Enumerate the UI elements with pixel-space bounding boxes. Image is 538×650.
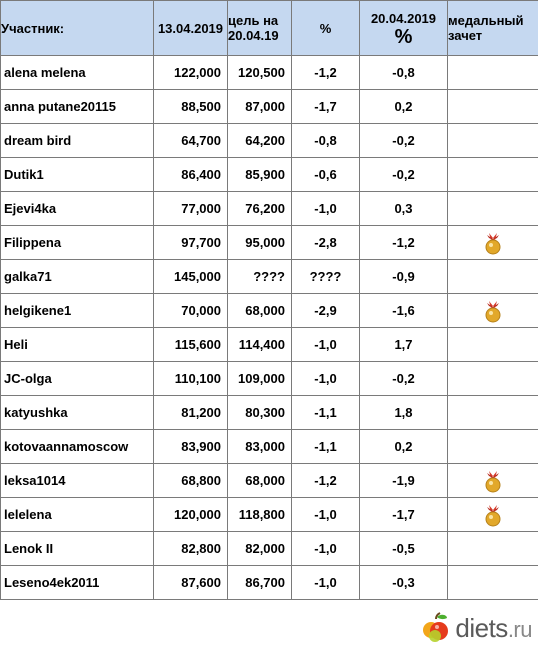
header-medal-line2: зачет — [448, 28, 483, 43]
cell-goal: 114,400 — [228, 328, 292, 362]
cell-weight-1: 81,200 — [154, 396, 228, 430]
cell-weight-1: 145,000 — [154, 260, 228, 294]
cell-medal — [448, 260, 538, 294]
table-row — [1, 362, 538, 396]
cell-name: leksa1014 — [1, 464, 154, 498]
table-row — [1, 226, 538, 260]
header-row — [1, 1, 538, 56]
cell-weight-1: 68,800 — [154, 464, 228, 498]
table-row — [1, 260, 538, 294]
cell-pct2: 0,3 — [360, 192, 448, 226]
cell-name: Lenok II — [1, 532, 154, 566]
cell-pct: -1,7 — [292, 90, 360, 124]
cell-pct2: 1,8 — [360, 396, 448, 430]
cell-weight-1: 77,000 — [154, 192, 228, 226]
cell-pct2: 0,2 — [360, 90, 448, 124]
header-medal — [448, 1, 538, 56]
cell-pct2: -0,3 — [360, 566, 448, 600]
cell-goal: 87,000 — [228, 90, 292, 124]
cell-medal — [448, 56, 538, 90]
diets-logo[interactable] — [421, 612, 532, 644]
cell-name: galka71 — [1, 260, 154, 294]
cell-name: alena melena — [1, 56, 154, 90]
medal-icon — [481, 234, 505, 249]
cell-pct: -0,8 — [292, 124, 360, 158]
cell-pct: ???? — [292, 260, 360, 294]
cell-goal: 64,200 — [228, 124, 292, 158]
header-pct: % — [292, 1, 360, 56]
cell-medal — [448, 158, 538, 192]
header-medal-line1: медальный — [448, 13, 524, 28]
cell-pct2: -0,2 — [360, 158, 448, 192]
cell-name: lelelena — [1, 498, 154, 532]
cell-pct2: -0,5 — [360, 532, 448, 566]
cell-medal — [448, 566, 538, 600]
cell-pct2: -1,9 — [360, 464, 448, 498]
cell-weight-1: 83,900 — [154, 430, 228, 464]
cell-goal: 120,500 — [228, 56, 292, 90]
cell-goal: 118,800 — [228, 498, 292, 532]
cell-weight-1: 122,000 — [154, 56, 228, 90]
logo-text — [455, 613, 532, 644]
cell-medal — [448, 124, 538, 158]
cell-name: Dutik1 — [1, 158, 154, 192]
cell-pct: -1,0 — [292, 498, 360, 532]
cell-medal — [448, 430, 538, 464]
cell-pct2: -1,2 — [360, 226, 448, 260]
cell-name: Filippena — [1, 226, 154, 260]
medal-icon — [481, 506, 505, 521]
cell-pct: -1,0 — [292, 532, 360, 566]
cell-name: dream bird — [1, 124, 154, 158]
cell-weight-1: 115,600 — [154, 328, 228, 362]
medal-icon — [481, 472, 505, 487]
cell-pct: -1,0 — [292, 192, 360, 226]
cell-name: Ejevi4ka — [1, 192, 154, 226]
cell-name: Leseno4ek2011 — [1, 566, 154, 600]
table-row — [1, 192, 538, 226]
table-row — [1, 566, 538, 600]
cell-pct: -1,1 — [292, 396, 360, 430]
header-participant: Участник: — [1, 1, 154, 56]
cell-goal: 68,000 — [228, 294, 292, 328]
header-goal-line2: 20.04.19 — [228, 28, 279, 43]
logo-text-suffix: .ru — [507, 616, 532, 642]
header-pct2: % — [394, 26, 413, 48]
header-goal — [228, 1, 292, 56]
logo-text-main: diets — [455, 612, 508, 643]
cell-weight-1: 97,700 — [154, 226, 228, 260]
cell-pct2: 1,7 — [360, 328, 448, 362]
cell-pct: -1,2 — [292, 56, 360, 90]
table-row — [1, 430, 538, 464]
cell-weight-1: 70,000 — [154, 294, 228, 328]
cell-weight-1: 64,700 — [154, 124, 228, 158]
fruit-logo-icon — [421, 612, 451, 644]
cell-goal: 80,300 — [228, 396, 292, 430]
cell-medal — [448, 396, 538, 430]
cell-medal — [448, 90, 538, 124]
cell-weight-1: 87,600 — [154, 566, 228, 600]
table-row — [1, 294, 538, 328]
table-row — [1, 396, 538, 430]
cell-pct: -1,2 — [292, 464, 360, 498]
table-row — [1, 532, 538, 566]
cell-goal: 76,200 — [228, 192, 292, 226]
cell-goal: 83,000 — [228, 430, 292, 464]
cell-pct: -1,1 — [292, 430, 360, 464]
cell-name: kotovaannamoscow — [1, 430, 154, 464]
medal-icon — [481, 302, 505, 317]
table-row — [1, 498, 538, 532]
header-goal-line1: цель на — [228, 13, 279, 28]
cell-pct2: 0,2 — [360, 430, 448, 464]
header-date1: 13.04.2019 — [154, 1, 228, 56]
cell-medal — [448, 226, 538, 260]
cell-pct2: -0,2 — [360, 124, 448, 158]
cell-goal: 86,700 — [228, 566, 292, 600]
cell-pct2: -0,2 — [360, 362, 448, 396]
cell-medal — [448, 362, 538, 396]
cell-pct2: -0,9 — [360, 260, 448, 294]
cell-goal: 68,000 — [228, 464, 292, 498]
cell-goal: ???? — [228, 260, 292, 294]
cell-pct: -1,0 — [292, 328, 360, 362]
table-row — [1, 464, 538, 498]
cell-medal — [448, 328, 538, 362]
cell-pct: -1,0 — [292, 362, 360, 396]
cell-weight-1: 120,000 — [154, 498, 228, 532]
cell-pct: -1,0 — [292, 566, 360, 600]
cell-name: anna putane20115 — [1, 90, 154, 124]
table-row — [1, 90, 538, 124]
cell-goal: 95,000 — [228, 226, 292, 260]
cell-weight-1: 86,400 — [154, 158, 228, 192]
header-date2 — [360, 1, 448, 56]
cell-name: katyushka — [1, 396, 154, 430]
cell-weight-1: 88,500 — [154, 90, 228, 124]
header-date2-text: 20.04.2019 — [370, 11, 437, 26]
cell-medal — [448, 532, 538, 566]
cell-medal — [448, 192, 538, 226]
cell-name: Heli — [1, 328, 154, 362]
cell-pct2: -1,7 — [360, 498, 448, 532]
table-row — [1, 56, 538, 90]
cell-weight-1: 82,800 — [154, 532, 228, 566]
cell-medal — [448, 464, 538, 498]
cell-pct2: -0,8 — [360, 56, 448, 90]
cell-pct: -2,8 — [292, 226, 360, 260]
cell-weight-1: 110,100 — [154, 362, 228, 396]
cell-goal: 109,000 — [228, 362, 292, 396]
table-row — [1, 158, 538, 192]
table-row — [1, 328, 538, 362]
cell-name: helgikene1 — [1, 294, 154, 328]
cell-pct: -0,6 — [292, 158, 360, 192]
table-row — [1, 124, 538, 158]
cell-medal — [448, 498, 538, 532]
cell-pct2: -1,6 — [360, 294, 448, 328]
cell-goal: 82,000 — [228, 532, 292, 566]
cell-medal — [448, 294, 538, 328]
cell-name: JC-olga — [1, 362, 154, 396]
cell-goal: 85,900 — [228, 158, 292, 192]
cell-pct: -2,9 — [292, 294, 360, 328]
